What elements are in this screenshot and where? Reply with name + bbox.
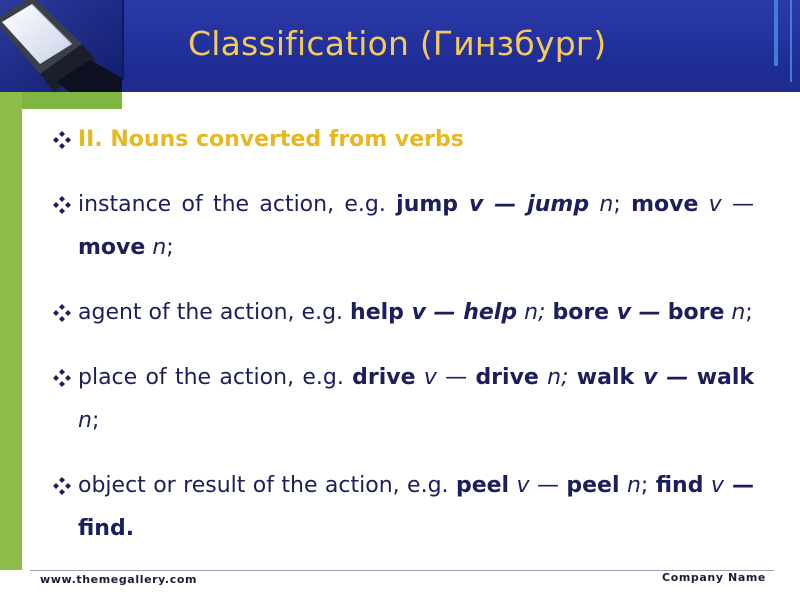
example-word: find: [655, 473, 704, 498]
part-of-speech: n: [731, 300, 746, 325]
example-pair: v —: [609, 300, 661, 325]
separator: —: [529, 473, 567, 498]
example-pair: v —: [634, 365, 689, 390]
item-text: place of the action, e.g.: [78, 365, 353, 390]
diamond-bullet-icon: [50, 195, 74, 215]
spacer: [539, 365, 547, 390]
header-divider: [122, 0, 124, 80]
example-word: walk: [696, 365, 755, 390]
part-of-speech: n;: [524, 300, 546, 325]
example-word: move: [631, 192, 699, 217]
example-pair: v — jump: [458, 192, 590, 217]
item-text: instance of the action, e.g.: [78, 192, 397, 217]
section-heading: II. Nouns converted from verbs: [78, 127, 464, 152]
list-item: [48, 291, 754, 334]
diamond-bullet-icon: [50, 476, 74, 496]
part-of-speech: v: [516, 473, 530, 498]
part-of-speech: n;: [547, 365, 569, 390]
spacer: [589, 192, 599, 217]
list-item: [48, 356, 754, 442]
header-accent-bar: [774, 0, 778, 66]
item-end: ;: [745, 300, 753, 325]
diamond-bullet-icon: [50, 368, 74, 388]
part-of-speech: n: [152, 235, 167, 260]
separator: —: [721, 192, 754, 217]
footer-company-name: Company Name: [662, 571, 766, 584]
item-text: agent of the action, e.g.: [78, 300, 351, 325]
slide-title: Classification (Гинзбург): [188, 24, 607, 63]
part-of-speech: v: [710, 473, 724, 498]
part-of-speech: n: [626, 473, 641, 498]
example-word: peel: [566, 473, 620, 498]
separator: [688, 365, 696, 390]
spacer: [698, 192, 708, 217]
example-word: bore: [667, 300, 725, 325]
green-side-strip: [0, 92, 22, 570]
list-item: [48, 183, 754, 269]
diamond-bullet-icon: [50, 130, 74, 150]
spacer: [509, 473, 516, 498]
item-text: object or result of the action, e.g.: [78, 473, 456, 498]
example-pair: v — help: [403, 300, 518, 325]
diamond-bullet-icon: [50, 303, 74, 323]
part-of-speech: n: [599, 192, 614, 217]
separator: ;: [613, 192, 632, 217]
list-item: [48, 118, 754, 161]
example-word: drive: [475, 365, 539, 390]
example-word: bore: [552, 300, 610, 325]
spacer: [620, 473, 627, 498]
separator: [569, 365, 577, 390]
example-word: walk: [576, 365, 635, 390]
header-accent-line: [790, 0, 792, 82]
spacer: [416, 365, 424, 390]
spacer: [703, 473, 710, 498]
list-item: [48, 464, 754, 550]
separator: —: [436, 365, 476, 390]
part-of-speech: n: [78, 408, 92, 433]
part-of-speech: v: [423, 365, 437, 390]
separator: ;: [640, 473, 656, 498]
example-word: peel: [455, 473, 510, 498]
item-end: ;: [166, 235, 174, 260]
item-end: ;: [91, 408, 100, 433]
example-pair: — find.: [78, 473, 754, 541]
part-of-speech: v: [708, 192, 722, 217]
bullet-list: [48, 118, 754, 572]
monitor-icon: [0, 0, 122, 92]
example-word: drive: [352, 365, 416, 390]
separator: [661, 300, 668, 325]
example-word: move: [78, 235, 146, 260]
example-word: jump: [396, 192, 459, 217]
example-word: help: [350, 300, 404, 325]
footer-website: www.themegallery.com: [40, 573, 198, 586]
